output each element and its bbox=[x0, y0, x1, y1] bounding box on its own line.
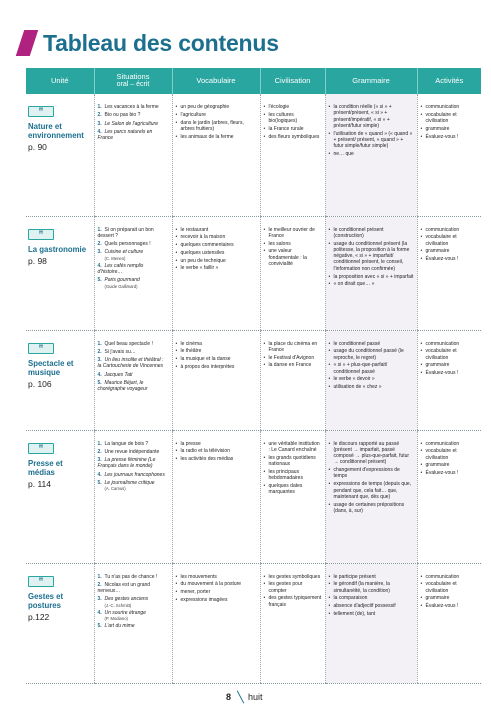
situation-number: 3. bbox=[97, 596, 102, 603]
situation-text: Les journaux francophones bbox=[104, 471, 165, 478]
situation-text: Tu n'as pas de chance ! bbox=[104, 573, 158, 580]
unit-icon-glyph: ꟸ bbox=[38, 342, 44, 352]
list-item: • vocabulaire et civilisation bbox=[421, 234, 479, 247]
unit-page: p. 90 bbox=[28, 142, 47, 152]
unit-cell bbox=[26, 330, 94, 430]
grammaire-cell bbox=[325, 563, 417, 683]
list-item: • changement d'expressions de temps bbox=[329, 467, 414, 480]
list-item: • quelques ustensiles bbox=[176, 250, 257, 256]
list-item: • le verbe « devoir » bbox=[329, 376, 414, 382]
situation-item bbox=[98, 372, 169, 378]
situation-number: 3. bbox=[97, 249, 102, 256]
list-item: • les gestes pour compter bbox=[264, 581, 322, 594]
situation-number: 1. bbox=[97, 573, 102, 580]
unit-name: Presse et médias bbox=[28, 458, 63, 477]
list-item: • la proposition avec « si » + imparfait bbox=[329, 274, 414, 280]
list-item: • Évaluez-vous ! bbox=[421, 370, 479, 376]
list-item: • la presse bbox=[176, 441, 257, 447]
vocabulaire-cell bbox=[172, 216, 260, 330]
header-vocabulaire: Vocabulaire bbox=[172, 68, 260, 94]
vocabulaire-list bbox=[176, 441, 257, 463]
situation-item bbox=[98, 263, 169, 276]
situation-number: 1. bbox=[97, 440, 102, 447]
situation-text: Les cafés remplis d'histoire… bbox=[97, 262, 144, 275]
situation-text: Une revue indépendante bbox=[104, 448, 160, 455]
list-item: • utilisation de « chez » bbox=[329, 384, 414, 390]
list-item: • tellement (de), tant bbox=[329, 611, 414, 617]
list-item: • le théâtre bbox=[176, 348, 257, 354]
list-item: • communication bbox=[421, 341, 479, 347]
situation-number: 2. bbox=[97, 581, 102, 588]
situation-text: La presse féminine (Le Français dans le monde) bbox=[97, 457, 156, 470]
situations-cell bbox=[94, 563, 172, 683]
footer-divider bbox=[237, 691, 244, 704]
list-item: • communication bbox=[421, 441, 479, 447]
civilisation-cell bbox=[260, 94, 325, 216]
page-number: 8 bbox=[226, 692, 232, 702]
unit-page: p.122 bbox=[28, 611, 50, 622]
list-item: • des fleurs symboliques bbox=[264, 134, 322, 140]
list-item: • le participe présent bbox=[329, 574, 414, 580]
activites-cell bbox=[417, 430, 481, 563]
civilisation-list bbox=[264, 227, 322, 268]
situation-text: La langue de bois ? bbox=[104, 440, 149, 447]
unit-icon-glyph: ꟸ bbox=[38, 575, 44, 585]
page-title: Tableau des contenus bbox=[43, 29, 279, 56]
list-item: • l'utilisation de « quand » (« quand » + présent/ présent, « quand » + futur simple/futur simple) bbox=[329, 131, 414, 150]
list-item: • communication bbox=[421, 227, 479, 233]
situation-number: 3. bbox=[97, 457, 102, 464]
grammaire-list bbox=[329, 441, 414, 515]
list-item: • la musique et la danse bbox=[176, 356, 257, 362]
list-item: • recevoir à la maison bbox=[176, 234, 257, 240]
situation-text: Quel beau spectacle ! bbox=[104, 340, 153, 347]
list-item: • vocabulaire et civilisation bbox=[421, 348, 479, 361]
unit-page: p. 98 bbox=[28, 255, 47, 266]
list-item: • le restaurant bbox=[176, 227, 257, 233]
situation-number: 2. bbox=[97, 448, 102, 455]
list-item: • « si » + plus-que-parfait/ conditionnel passé bbox=[329, 362, 414, 375]
unit-icon bbox=[28, 443, 54, 454]
civilisation-list bbox=[264, 441, 322, 496]
activites-list bbox=[421, 104, 479, 140]
header-situations-label: Situations bbox=[116, 72, 150, 81]
title-marker bbox=[16, 30, 38, 56]
unit-name: Nature et environnement bbox=[28, 122, 84, 140]
situation-number: 2. bbox=[97, 348, 102, 355]
situation-text: Les vacances à la ferme bbox=[104, 104, 159, 110]
table-row bbox=[26, 563, 481, 683]
header-grammaire: Grammaire bbox=[325, 68, 417, 94]
situation-item bbox=[98, 227, 169, 240]
civilisation-cell bbox=[260, 216, 325, 330]
list-item: • grammaire bbox=[421, 462, 479, 468]
grammaire-list bbox=[329, 227, 414, 288]
list-item: • un peu de technique bbox=[176, 258, 257, 264]
list-item: • les mouvements bbox=[176, 574, 257, 580]
situation-item bbox=[98, 449, 169, 455]
situation-number: 1. bbox=[97, 340, 102, 347]
situation-item bbox=[98, 249, 169, 260]
situation-item bbox=[98, 277, 169, 288]
situation-item bbox=[98, 457, 169, 470]
situation-text: Bio ou pas bio ? bbox=[104, 112, 141, 119]
list-item: • les principaux hebdomadaires bbox=[264, 469, 322, 482]
list-item: • quelques dates marquantes bbox=[264, 483, 322, 496]
situation-item bbox=[98, 349, 169, 355]
situation-number: 5. bbox=[97, 622, 102, 629]
list-item: • l'écologie bbox=[264, 104, 322, 110]
grammaire-cell bbox=[325, 94, 417, 216]
situation-item bbox=[98, 121, 169, 127]
list-item: • les gestes symboliques bbox=[264, 574, 322, 580]
situation-number: 5. bbox=[97, 379, 102, 386]
vocabulaire-cell bbox=[172, 94, 260, 216]
title-block bbox=[20, 28, 279, 58]
vocabulaire-list bbox=[176, 574, 257, 604]
vocabulaire-list bbox=[176, 341, 257, 371]
situation-item bbox=[98, 357, 169, 370]
list-item: • expressions imagées bbox=[176, 597, 257, 603]
situation-text: Maurice Béjart, le chorégraphe voyageur bbox=[97, 379, 148, 393]
situation-item bbox=[98, 241, 169, 247]
list-item: • le conditionnel présent (construction) bbox=[329, 227, 414, 240]
unit-page: p. 114 bbox=[28, 478, 52, 489]
situation-item bbox=[98, 441, 169, 447]
list-item: • un peu de géographie bbox=[176, 104, 257, 110]
situation-source: (A. Camus) bbox=[104, 486, 126, 492]
list-item: • usage du conditionnel passé (le reproche, le regret) bbox=[329, 348, 414, 361]
list-item: • une véritable institution : Le Canard enchaîné bbox=[264, 441, 322, 454]
unit-icon bbox=[28, 576, 54, 587]
situation-text: Si j'avais su… bbox=[104, 348, 136, 355]
list-item: • du mouvement à la posture bbox=[176, 581, 257, 587]
situation-number: 3. bbox=[97, 357, 102, 364]
list-item: • quelques commentaires bbox=[176, 242, 257, 248]
situation-item bbox=[98, 582, 169, 595]
vocabulaire-cell bbox=[172, 330, 260, 430]
situation-source: (P. Modiano) bbox=[104, 615, 128, 621]
header-civilisation: Civilisation bbox=[260, 68, 325, 94]
list-item: • la France rurale bbox=[264, 126, 322, 132]
vocabulaire-cell bbox=[172, 563, 260, 683]
civilisation-list bbox=[264, 341, 322, 369]
list-item: • Évaluez-vous ! bbox=[421, 134, 479, 140]
situations-cell bbox=[94, 430, 172, 563]
activites-cell bbox=[417, 330, 481, 430]
unit-name: Spectacle et musique bbox=[28, 358, 74, 377]
unit-icon bbox=[28, 106, 54, 117]
list-item: • la place du cinéma en France bbox=[264, 341, 322, 354]
list-item: • mener, porter bbox=[176, 589, 257, 595]
situation-item bbox=[98, 104, 169, 110]
table-row bbox=[26, 430, 481, 563]
situation-text: Le Salon de l'agriculture bbox=[104, 120, 158, 127]
situations-cell bbox=[94, 216, 172, 330]
list-item: • usage de certaines prépositions (dans, à, sur) bbox=[329, 502, 414, 515]
header-activites: Activités bbox=[417, 68, 481, 94]
header-situations bbox=[94, 68, 172, 94]
list-item: • expressions de temps (depuis que, pendant que, cela fait… que, maintenant que, dès que) bbox=[329, 481, 414, 500]
list-item: • la condition réelle (« si » + présent/présent, « si » + présent/impératif, « si » + présent/futur simple) bbox=[329, 104, 414, 129]
list-item: • la comparaison bbox=[329, 595, 414, 601]
page-footer bbox=[0, 690, 491, 706]
situation-number: 4. bbox=[97, 471, 102, 478]
contents-table bbox=[26, 68, 481, 684]
situation-text: Quels personnages ! bbox=[104, 241, 151, 248]
situation-item bbox=[98, 480, 169, 491]
list-item: • le verbe « faillir » bbox=[176, 265, 257, 271]
list-item: • une valeur fondamentale : la convivialité bbox=[264, 248, 322, 267]
unit-cell bbox=[26, 563, 94, 683]
list-item: • grammaire bbox=[421, 248, 479, 254]
activites-list bbox=[421, 574, 479, 610]
table-header-row bbox=[26, 68, 481, 94]
situation-source: (Guide Gallimard) bbox=[104, 283, 138, 289]
list-item: • communication bbox=[421, 574, 479, 580]
situation-number: 5. bbox=[97, 277, 102, 284]
list-item: • le gérondif (la manière, la simultanéité, la condition) bbox=[329, 581, 414, 594]
list-item: • grammaire bbox=[421, 362, 479, 368]
unit-cell bbox=[26, 430, 94, 563]
situation-item bbox=[98, 610, 169, 621]
civilisation-list bbox=[264, 104, 322, 140]
list-item: • le cinéma bbox=[176, 341, 257, 347]
list-item: • communication bbox=[421, 104, 479, 110]
list-item: • le conditionnel passé bbox=[329, 341, 414, 347]
list-item: • le discours rapporté au passé (présent → imparfait, passé composé → plus-que-parfait, futur → conditionnel présent) bbox=[329, 441, 414, 466]
situation-text: Paris gourmand bbox=[104, 277, 140, 284]
situation-item bbox=[98, 596, 169, 607]
table-body bbox=[26, 94, 481, 683]
list-item: • usage du conditionnel présent (la politesse, la proposition à la forme négative, « si » + imparfait/ conditionnel présent, le conseil, l'information non confirmée) bbox=[329, 241, 414, 272]
list-item: • les salons bbox=[264, 241, 322, 247]
unit-icon bbox=[28, 229, 54, 240]
situations-cell bbox=[94, 330, 172, 430]
list-item: • vocabulaire et civilisation bbox=[421, 448, 479, 461]
activites-list bbox=[421, 227, 479, 263]
list-item: • la danse en France bbox=[264, 362, 322, 368]
unit-cell bbox=[26, 94, 94, 216]
list-item: • absence d'adjectif possessif bbox=[329, 603, 414, 609]
civilisation-cell bbox=[260, 563, 325, 683]
situation-text: Un lieu insolite et théâtral : la Cartoucherie de Vincennes bbox=[97, 357, 164, 370]
list-item: • ne… que bbox=[329, 151, 414, 157]
unit-page: p. 106 bbox=[28, 378, 52, 389]
list-item: • Évaluez-vous ! bbox=[421, 603, 479, 609]
unit-name: La gastronomie bbox=[28, 244, 87, 254]
civilisation-list bbox=[264, 574, 322, 608]
list-item: • Évaluez-vous ! bbox=[421, 470, 479, 476]
unit-cell bbox=[26, 216, 94, 330]
situation-number: 4. bbox=[97, 371, 102, 378]
page-number-word: huit bbox=[248, 692, 263, 702]
situation-text: Jacques Tati bbox=[104, 371, 133, 378]
situation-text: L'art du mime bbox=[104, 622, 135, 629]
list-item: • des gestes typiquement français bbox=[264, 595, 322, 608]
grammaire-cell bbox=[325, 430, 417, 563]
situation-number: 1. bbox=[97, 226, 102, 233]
grammaire-cell bbox=[325, 216, 417, 330]
situation-text: Les parcs naturels en France bbox=[97, 128, 153, 142]
vocabulaire-cell bbox=[172, 430, 260, 563]
situation-source: (C. Meneo) bbox=[104, 255, 126, 261]
list-item: • dans le jardin (arbres, fleurs, arbres fruitiers) bbox=[176, 120, 257, 133]
situation-text: Cuisine et culture bbox=[104, 249, 144, 256]
list-item: • l'agriculture bbox=[176, 112, 257, 118]
situation-source: (J.-C. Schmitt) bbox=[104, 602, 132, 608]
list-item: • les animaux de la ferme bbox=[176, 134, 257, 140]
situation-text: Le journalisme critique bbox=[104, 479, 155, 486]
table-row bbox=[26, 330, 481, 430]
unit-icon bbox=[28, 343, 54, 354]
table-row bbox=[26, 94, 481, 216]
activites-cell bbox=[417, 563, 481, 683]
situation-item bbox=[98, 341, 169, 347]
list-item: • grammaire bbox=[421, 595, 479, 601]
situation-item bbox=[98, 574, 169, 580]
situation-text: Des gestes anciens bbox=[104, 596, 149, 603]
activites-list bbox=[421, 441, 479, 477]
unit-name: Gestes et postures bbox=[28, 591, 64, 610]
situation-item bbox=[98, 112, 169, 118]
situation-number: 4. bbox=[97, 609, 102, 616]
civilisation-cell bbox=[260, 430, 325, 563]
situation-item bbox=[98, 129, 169, 142]
grammaire-cell bbox=[325, 330, 417, 430]
situation-item bbox=[98, 380, 169, 393]
situation-text: Un sourire étrange bbox=[104, 609, 146, 616]
activites-cell bbox=[417, 94, 481, 216]
situation-number: 2. bbox=[97, 241, 102, 248]
list-item: • le Festival d'Avignon bbox=[264, 355, 322, 361]
situation-number: 4. bbox=[97, 128, 102, 135]
list-item: • les grands quotidiens nationaux bbox=[264, 455, 322, 468]
list-item: • le meilleur ouvrier de France bbox=[264, 227, 322, 240]
situations-cell bbox=[94, 94, 172, 216]
unit-icon-glyph: ꟸ bbox=[38, 106, 44, 116]
grammaire-list bbox=[329, 574, 414, 618]
activites-list bbox=[421, 341, 479, 377]
list-item: • les cultures bio(logiques) bbox=[264, 112, 322, 125]
list-item: • vocabulaire et civilisation bbox=[421, 112, 479, 125]
situation-text: Nicolas est un grand nerveux… bbox=[97, 581, 151, 595]
vocabulaire-list bbox=[176, 227, 257, 272]
situation-number: 3. bbox=[97, 120, 102, 127]
grammaire-list bbox=[329, 104, 414, 157]
list-item: • les activités des médias bbox=[176, 456, 257, 462]
list-item: • Évaluez-vous ! bbox=[421, 256, 479, 262]
situation-item bbox=[98, 623, 169, 629]
table-row bbox=[26, 216, 481, 330]
situation-item bbox=[98, 472, 169, 478]
grammaire-list bbox=[329, 341, 414, 391]
vocabulaire-list bbox=[176, 104, 257, 140]
unit-icon-glyph: ꟸ bbox=[38, 228, 44, 238]
list-item: • à propos des interprètes bbox=[176, 364, 257, 370]
unit-icon-glyph: ꟸ bbox=[38, 442, 44, 452]
situation-number: 2. bbox=[97, 112, 102, 119]
list-item: • la radio et la télévision bbox=[176, 448, 257, 454]
list-item: • grammaire bbox=[421, 126, 479, 132]
civilisation-cell bbox=[260, 330, 325, 430]
header-unite: Unité bbox=[26, 68, 94, 94]
situation-text: Si on préparait un bon dessert ? bbox=[97, 226, 154, 239]
situation-number: 4. bbox=[97, 262, 102, 269]
situation-number: 1. bbox=[97, 104, 102, 110]
activites-cell bbox=[417, 216, 481, 330]
situation-number: 5. bbox=[97, 479, 102, 486]
list-item: • vocabulaire et civilisation bbox=[421, 581, 479, 594]
header-situations-sub: oral – écrit bbox=[116, 81, 150, 88]
list-item: • « on dirait que… » bbox=[329, 281, 414, 287]
